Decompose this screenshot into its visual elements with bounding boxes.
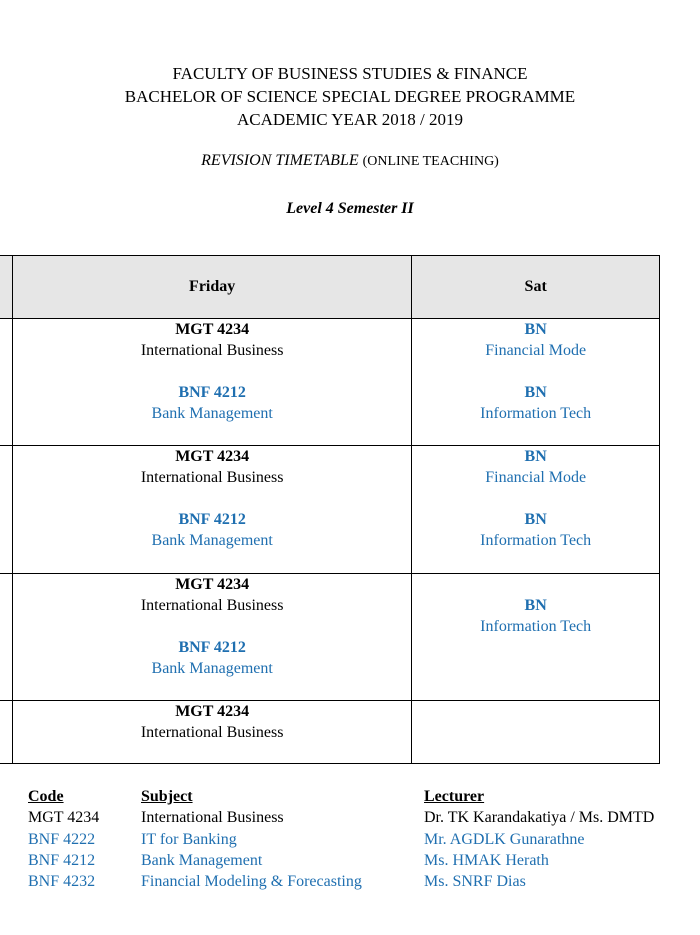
- legend-code-header: Code: [28, 788, 64, 805]
- legend-subject: Financial Modeling & Forecasting: [141, 873, 362, 891]
- course-subject: Bank Management: [151, 660, 273, 677]
- course-subject: Bank Management: [151, 532, 273, 549]
- course-subject: Financial Mode: [485, 469, 587, 486]
- course-code: BNF 4212: [178, 384, 246, 401]
- course-code: BN: [524, 384, 547, 401]
- course-code: MGT 4234: [175, 703, 250, 720]
- course-code: MGT 4234: [175, 448, 250, 465]
- academic-year: ACADEMIC YEAR 2018 / 2019: [236, 110, 464, 129]
- course-code: MGT 4234: [175, 576, 250, 593]
- legend-lecturer-header: Lecturer: [424, 788, 485, 805]
- course-subject: Information Tech: [480, 532, 592, 549]
- timetable-title: [0, 152, 700, 170]
- time-cell: [0, 701, 13, 764]
- timetable-title-note: (ONLINE TEACHING): [362, 154, 499, 169]
- saturday-cell: [412, 701, 660, 764]
- saturday-cell: [412, 446, 660, 574]
- timetable: [0, 255, 660, 764]
- time-cell: [0, 574, 13, 701]
- legend-code: MGT 4234: [28, 809, 100, 827]
- course-subject: Information Tech: [480, 405, 592, 422]
- time-column-header: [0, 256, 13, 319]
- course-code: BN: [524, 511, 547, 528]
- legend-lecturer-column: [424, 786, 654, 892]
- friday-cell: [13, 446, 412, 574]
- timetable-row: [0, 701, 660, 764]
- course-subject: International Business: [140, 597, 284, 614]
- legend-code: BNF 4212: [28, 851, 96, 869]
- course-subject: International Business: [140, 724, 284, 741]
- saturday-cell: [412, 319, 660, 446]
- timetable-header-row: [0, 256, 660, 319]
- timetable-row: [0, 319, 660, 446]
- course-code: BNF 4212: [178, 511, 246, 528]
- programme-title: BACHELOR OF SCIENCE SPECIAL DEGREE PROGRAMME: [124, 87, 576, 106]
- friday-header: Friday: [13, 256, 412, 319]
- level-semester: Level 4 Semester II: [286, 200, 414, 217]
- timetable-row: [0, 574, 660, 701]
- legend-lecturer: Dr. TK Karandakatiya / Ms. DMTD: [424, 809, 655, 827]
- legend-lecturer: Ms. HMAK Herath: [424, 851, 549, 869]
- course-code: BN: [524, 448, 547, 465]
- legend-code-column: [28, 786, 99, 892]
- course-subject: Bank Management: [151, 405, 273, 422]
- legend-lecturer: Ms. SNRF Dias: [424, 873, 526, 891]
- legend-code: BNF 4232: [28, 873, 96, 891]
- course-subject: Information Tech: [480, 618, 592, 635]
- legend-code: BNF 4222: [28, 830, 96, 848]
- course-subject: Financial Mode: [485, 342, 587, 359]
- friday-cell: [13, 319, 412, 446]
- legend-subject: International Business: [141, 809, 284, 827]
- saturday-header: Sat: [412, 256, 660, 319]
- course-code: BN: [524, 321, 547, 338]
- legend-lecturer: Mr. AGDLK Gunarathne: [424, 830, 585, 848]
- time-cell: [0, 319, 13, 446]
- timetable-title-main: REVISION TIMETABLE: [201, 152, 359, 169]
- course-code: MGT 4234: [175, 321, 250, 338]
- saturday-cell: [412, 574, 660, 701]
- legend-subject: IT for Banking: [141, 830, 237, 848]
- legend-subject-header: Subject: [141, 788, 193, 805]
- course-subject: International Business: [140, 342, 284, 359]
- legend-subject-column: [141, 786, 362, 892]
- friday-cell: [13, 574, 412, 701]
- time-cell: [0, 446, 13, 574]
- timetable-row: [0, 446, 660, 574]
- course-code: BN: [524, 597, 547, 614]
- course-subject: International Business: [140, 469, 284, 486]
- legend-subject: Bank Management: [141, 851, 263, 869]
- friday-cell: [13, 701, 412, 764]
- course-code: BNF 4212: [178, 639, 246, 656]
- faculty-title: FACULTY OF BUSINESS STUDIES & FINANCE: [172, 64, 528, 83]
